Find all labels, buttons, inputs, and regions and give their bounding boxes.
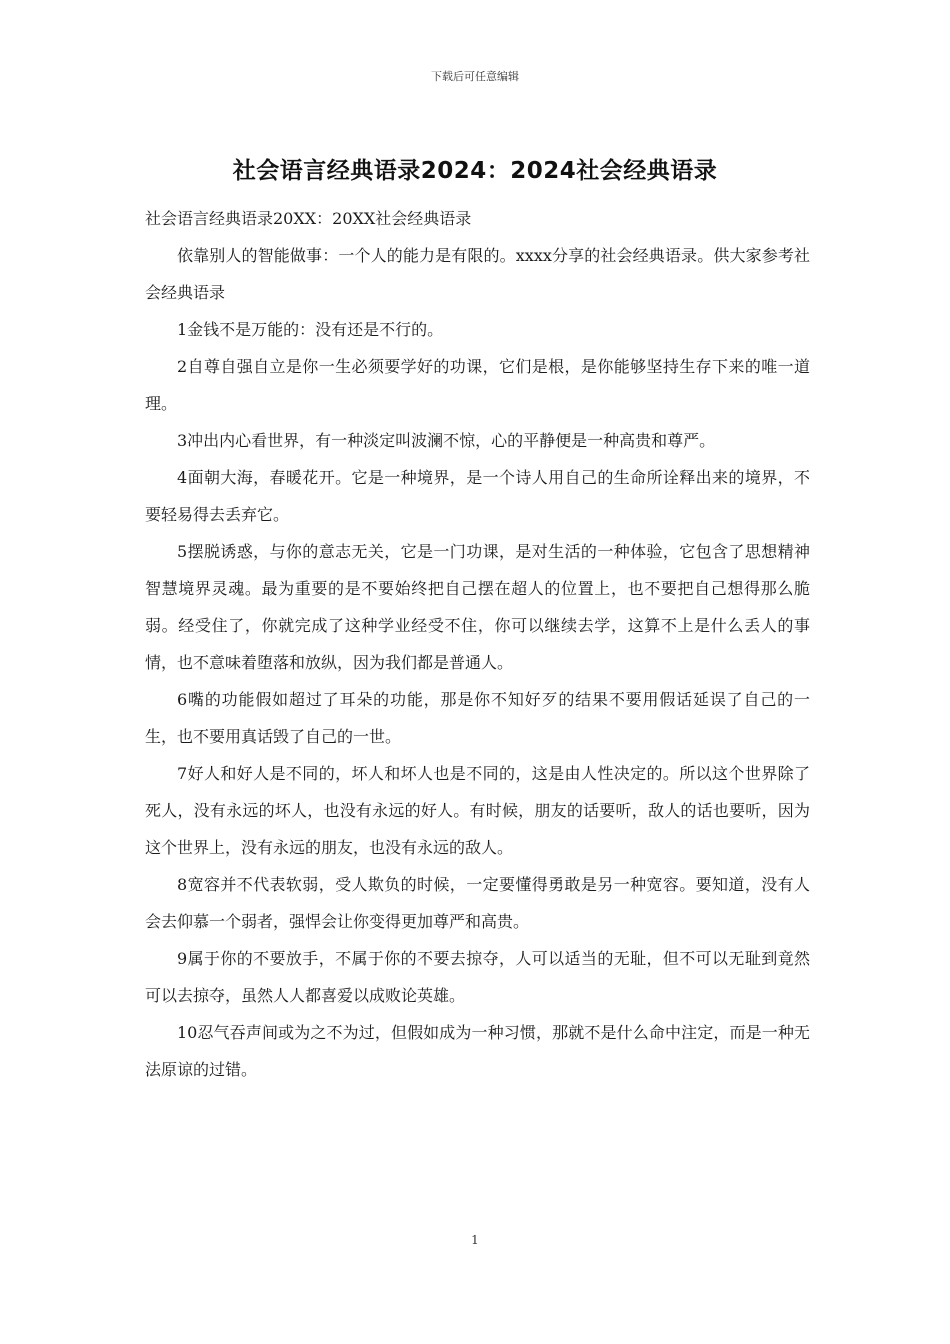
quote-paragraph-9: 9属于你的不要放手，不属于你的不要去掠夺，人可以适当的无耻，但不可以无耻到竟然可以去掠夺，虽然人人都喜爱以成败论英雄。 bbox=[145, 949, 810, 1005]
document-subtitle: 社会语言经典语录20XX：20XX社会经典语录 bbox=[145, 209, 472, 228]
page-number: 1 bbox=[471, 1233, 479, 1247]
quote-paragraph-6: 6嘴的功能假如超过了耳朵的功能，那是你不知好歹的结果不要用假话延误了自己的一生，也不要用真话毁了自己的一世。 bbox=[145, 690, 810, 746]
quote-paragraph-4: 4面朝大海，春暖花开。它是一种境界，是一个诗人用自己的生命所诠释出来的境界，不要轻易得去丢弃它。 bbox=[145, 468, 810, 524]
quote-paragraph-7: 7好人和好人是不同的，坏人和坏人也是不同的，这是由人性决定的。所以这个世界除了死人，没有永远的坏人，也没有永远的好人。有时候，朋友的话要听，敌人的话也要听，因为这个世界上，没有永远的朋友，也没有永远的敌人。 bbox=[145, 764, 810, 857]
quote-paragraph-8: 8宽容并不代表软弱，受人欺负的时候，一定要懂得勇敢是另一种宽容。要知道，没有人会去仰慕一个弱者，强悍会让你变得更加尊严和高贵。 bbox=[145, 875, 810, 931]
page-header: 下载后可任意编辑 bbox=[431, 70, 519, 83]
intro-paragraph: 依靠别人的智能做事：一个人的能力是有限的。xxxx分享的社会经典语录。供大家参考社会经典语录 bbox=[145, 246, 810, 302]
quote-paragraph-10: 10忍气吞声间或为之不为过，但假如成为一种习惯，那就不是什么命中注定，而是一种无法原谅的过错。 bbox=[145, 1023, 810, 1079]
document-body bbox=[145, 200, 810, 1088]
quote-paragraph-3: 3冲出内心看世界，有一种淡定叫波澜不惊，心的平静便是一种高贵和尊严。 bbox=[177, 431, 716, 450]
document-title: 社会语言经典语录2024：2024社会经典语录 bbox=[232, 158, 718, 184]
quote-paragraph-5: 5摆脱诱惑，与你的意志无关，它是一门功课，是对生活的一种体验，它包含了思想精神智慧境界灵魂。最为重要的是不要始终把自己摆在超人的位置上，也不要把自己想得那么脆弱。经受住了，你就完成了这种学业经受不住，你可以继续去学，这算不上是什么丢人的事情，也不意味着堕落和放纵，因为我们都是普通人。 bbox=[145, 542, 810, 672]
quote-paragraph-1: 1金钱不是万能的：没有还是不行的。 bbox=[177, 320, 444, 339]
quote-paragraph-2: 2自尊自强自立是你一生必须要学好的功课，它们是根，是你能够坚持生存下来的唯一道理。 bbox=[145, 357, 810, 413]
